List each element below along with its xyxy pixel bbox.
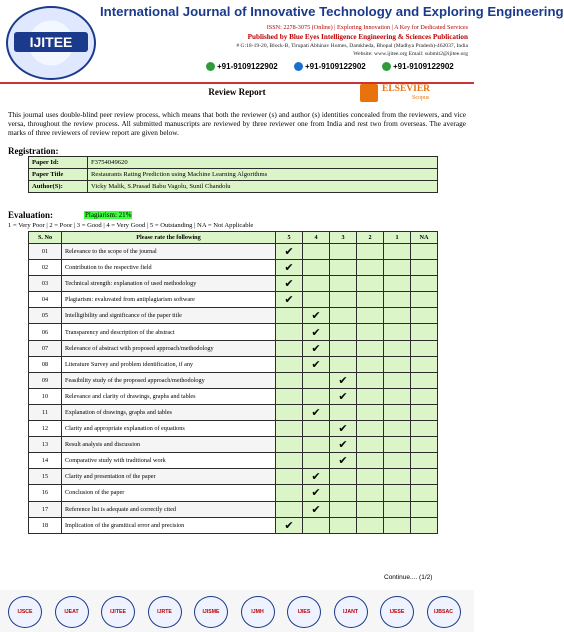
footer-journal-logo[interactable]: IJITEE bbox=[101, 596, 135, 628]
row-number: 10 bbox=[29, 388, 62, 404]
rating-cell-3 bbox=[330, 485, 357, 501]
logo-text: IJITEE bbox=[29, 34, 73, 50]
row-number: 17 bbox=[29, 501, 62, 517]
rating-cell-3 bbox=[330, 437, 357, 453]
journal-logo bbox=[6, 6, 96, 80]
row-number: 15 bbox=[29, 469, 62, 485]
check-mark-icon: ✔ bbox=[311, 310, 321, 323]
check-mark-icon: ✔ bbox=[311, 326, 321, 339]
rating-cell-2 bbox=[357, 388, 384, 404]
check-mark-icon: ✔ bbox=[284, 519, 294, 532]
row-number: 11 bbox=[29, 404, 62, 420]
row-number: 04 bbox=[29, 292, 62, 308]
rating-cell-1 bbox=[384, 453, 411, 469]
website-line: Website: www.ijitee.org Email: submit2@ijitee.org bbox=[353, 51, 468, 57]
rating-cell-4 bbox=[303, 276, 330, 292]
rating-cell-5 bbox=[276, 244, 303, 260]
authors-value: Vicky Malik, S.Prasad Babu Vagolu, Sunil Chandolu bbox=[88, 181, 438, 193]
rating-cell-1 bbox=[384, 372, 411, 388]
row-number: 18 bbox=[29, 517, 62, 533]
rating-cell-4 bbox=[303, 292, 330, 308]
rating-cell-3 bbox=[330, 324, 357, 340]
rating-cell-1 bbox=[384, 517, 411, 533]
check-mark-icon: ✔ bbox=[284, 278, 294, 291]
rating-cell-4 bbox=[303, 340, 330, 356]
rating-cell-4 bbox=[303, 404, 330, 420]
rating-cell-na bbox=[411, 292, 438, 308]
phone-icon bbox=[382, 62, 391, 71]
col-2: 2 bbox=[357, 232, 384, 244]
rating-cell-2 bbox=[357, 292, 384, 308]
table-row bbox=[29, 485, 438, 501]
criterion-text: Relevance of abstract with proposed approach/methodology bbox=[62, 340, 276, 356]
criterion-text: Result analysis and discussion bbox=[62, 437, 276, 453]
table-row bbox=[29, 244, 438, 260]
evaluation-body bbox=[29, 244, 438, 534]
check-mark-icon: ✔ bbox=[338, 390, 348, 403]
table-row bbox=[29, 453, 438, 469]
table-row bbox=[29, 169, 438, 181]
elsevier-logo: ELSEVIER bbox=[382, 84, 431, 94]
rating-cell-3 bbox=[330, 292, 357, 308]
rating-cell-3 bbox=[330, 260, 357, 276]
sms-icon bbox=[294, 62, 303, 71]
col-4: 4 bbox=[303, 232, 330, 244]
rating-cell-4 bbox=[303, 485, 330, 501]
rating-cell-4 bbox=[303, 324, 330, 340]
col-1: 1 bbox=[384, 232, 411, 244]
elsevier-tree-icon bbox=[360, 84, 378, 102]
rating-cell-2 bbox=[357, 501, 384, 517]
col-5: 5 bbox=[276, 232, 303, 244]
rating-cell-5 bbox=[276, 421, 303, 437]
footer-journal-logo[interactable]: IJBSAC bbox=[427, 596, 461, 628]
row-number: 05 bbox=[29, 308, 62, 324]
rating-cell-na bbox=[411, 421, 438, 437]
rating-cell-3 bbox=[330, 421, 357, 437]
rating-cell-2 bbox=[357, 485, 384, 501]
table-row bbox=[29, 437, 438, 453]
criterion-text: Relevance and clarity of drawings, graphs and tables bbox=[62, 388, 276, 404]
criterion-text: Literature Survey and problem identification, if any bbox=[62, 356, 276, 372]
phone-number: +91-9109122902 bbox=[393, 62, 454, 71]
table-row bbox=[29, 372, 438, 388]
criterion-text: Intelligibility and significance of the paper title bbox=[62, 308, 276, 324]
rating-cell-4 bbox=[303, 469, 330, 485]
table-row bbox=[29, 421, 438, 437]
rating-cell-5 bbox=[276, 437, 303, 453]
table-row bbox=[29, 517, 438, 533]
check-mark-icon: ✔ bbox=[311, 471, 321, 484]
criterion-text: Reference list is adequate and correctly cited bbox=[62, 501, 276, 517]
check-mark-icon: ✔ bbox=[284, 246, 294, 259]
rating-cell-na bbox=[411, 308, 438, 324]
rating-cell-3 bbox=[330, 372, 357, 388]
continue-label: Continue.... (1/2) bbox=[384, 574, 433, 581]
rating-cell-na bbox=[411, 485, 438, 501]
row-number: 06 bbox=[29, 324, 62, 340]
whatsapp-icon bbox=[206, 62, 215, 71]
table-row bbox=[29, 276, 438, 292]
rating-cell-5 bbox=[276, 501, 303, 517]
rating-cell-na bbox=[411, 340, 438, 356]
rating-cell-na bbox=[411, 276, 438, 292]
paper-id-value: F3754049620 bbox=[88, 157, 438, 169]
rating-cell-4 bbox=[303, 356, 330, 372]
paper-id-label: Paper Id: bbox=[29, 157, 88, 169]
footer-journal-logo[interactable]: IJIES bbox=[287, 596, 321, 628]
rating-cell-na bbox=[411, 469, 438, 485]
rating-cell-na bbox=[411, 437, 438, 453]
check-mark-icon: ✔ bbox=[311, 342, 321, 355]
rating-cell-2 bbox=[357, 308, 384, 324]
criterion-text: Clarity and appropriate explanation of equations bbox=[62, 421, 276, 437]
issn-line: ISSN: 2278-3075 (Online) | Exploring Innovation | A Key for Dedicated Services bbox=[266, 24, 468, 31]
table-row bbox=[29, 308, 438, 324]
rating-cell-5 bbox=[276, 260, 303, 276]
table-row bbox=[29, 388, 438, 404]
check-mark-icon: ✔ bbox=[338, 439, 348, 452]
rating-cell-3 bbox=[330, 388, 357, 404]
check-mark-icon: ✔ bbox=[338, 455, 348, 468]
rating-cell-3 bbox=[330, 308, 357, 324]
report-title: Review Report bbox=[208, 87, 266, 97]
footer-journal-logo[interactable]: IJSCE bbox=[8, 596, 42, 628]
rating-cell-2 bbox=[357, 437, 384, 453]
rating-cell-na bbox=[411, 356, 438, 372]
rating-cell-4 bbox=[303, 421, 330, 437]
check-mark-icon: ✔ bbox=[311, 406, 321, 419]
rating-cell-5 bbox=[276, 453, 303, 469]
criterion-text: Technical strength: explanation of used methodology bbox=[62, 276, 276, 292]
rating-cell-na bbox=[411, 244, 438, 260]
rating-cell-na bbox=[411, 388, 438, 404]
rating-cell-4 bbox=[303, 388, 330, 404]
check-mark-icon: ✔ bbox=[311, 487, 321, 500]
table-row bbox=[29, 469, 438, 485]
col-na: NA bbox=[411, 232, 438, 244]
rating-cell-1 bbox=[384, 308, 411, 324]
rating-cell-4 bbox=[303, 437, 330, 453]
rating-cell-1 bbox=[384, 340, 411, 356]
rating-cell-1 bbox=[384, 276, 411, 292]
col-criterion: Please rate the following bbox=[62, 232, 276, 244]
call-phone[interactable] bbox=[382, 62, 454, 71]
rating-cell-4 bbox=[303, 517, 330, 533]
rating-cell-1 bbox=[384, 485, 411, 501]
criterion-text: Comparative study with traditional work bbox=[62, 453, 276, 469]
authors-label: Author(S): bbox=[29, 181, 88, 193]
rating-cell-5 bbox=[276, 324, 303, 340]
table-row bbox=[29, 181, 438, 193]
rating-cell-4 bbox=[303, 501, 330, 517]
rating-cell-na bbox=[411, 501, 438, 517]
phone-number: +91-9109122902 bbox=[305, 62, 366, 71]
evaluation-heading: Evaluation: bbox=[8, 210, 54, 220]
rating-cell-3 bbox=[330, 244, 357, 260]
rating-cell-1 bbox=[384, 421, 411, 437]
rating-cell-2 bbox=[357, 356, 384, 372]
rating-cell-na bbox=[411, 372, 438, 388]
table-row bbox=[29, 324, 438, 340]
rating-cell-1 bbox=[384, 324, 411, 340]
footer-journal-logo[interactable]: IJRTE bbox=[148, 596, 182, 628]
rating-cell-5 bbox=[276, 356, 303, 372]
row-number: 14 bbox=[29, 453, 62, 469]
rating-cell-2 bbox=[357, 340, 384, 356]
table-row bbox=[29, 157, 438, 169]
rating-cell-5 bbox=[276, 340, 303, 356]
rating-cell-2 bbox=[357, 453, 384, 469]
row-number: 09 bbox=[29, 372, 62, 388]
rating-cell-3 bbox=[330, 356, 357, 372]
rating-cell-1 bbox=[384, 260, 411, 276]
rating-cell-4 bbox=[303, 244, 330, 260]
footer-journal-logo[interactable]: IJANT bbox=[334, 596, 368, 628]
row-number: 12 bbox=[29, 421, 62, 437]
rating-cell-5 bbox=[276, 485, 303, 501]
rating-cell-4 bbox=[303, 453, 330, 469]
journal-title: International Journal of Innovative Technology and Exploring Engineering bbox=[100, 4, 564, 19]
row-number: 07 bbox=[29, 340, 62, 356]
registration-heading: Registration: bbox=[8, 146, 59, 156]
table-row bbox=[29, 292, 438, 308]
rating-cell-3 bbox=[330, 276, 357, 292]
rating-cell-2 bbox=[357, 517, 384, 533]
rating-cell-5 bbox=[276, 517, 303, 533]
rating-cell-2 bbox=[357, 276, 384, 292]
paper-title-label: Paper Title bbox=[29, 169, 88, 181]
criterion-text: Plagiarism: evaluvated from antiplagiarism software bbox=[62, 292, 276, 308]
row-number: 13 bbox=[29, 437, 62, 453]
row-number: 08 bbox=[29, 356, 62, 372]
rating-cell-4 bbox=[303, 260, 330, 276]
criterion-text: Feasibility study of the proposed approach/methodology bbox=[62, 372, 276, 388]
rating-cell-3 bbox=[330, 501, 357, 517]
footer-journal-logo[interactable]: IJISME bbox=[194, 596, 228, 628]
criterion-text: Transparency and description of the abstract bbox=[62, 324, 276, 340]
rating-cell-5 bbox=[276, 308, 303, 324]
footer-journal-logo[interactable]: IJEAT bbox=[55, 596, 89, 628]
rating-cell-1 bbox=[384, 388, 411, 404]
rating-cell-5 bbox=[276, 292, 303, 308]
rating-cell-5 bbox=[276, 276, 303, 292]
table-row bbox=[29, 340, 438, 356]
phone-number: +91-9109122902 bbox=[217, 62, 278, 71]
col-3: 3 bbox=[330, 232, 357, 244]
rating-cell-5 bbox=[276, 388, 303, 404]
whatsapp-phone[interactable] bbox=[206, 62, 278, 71]
rating-cell-3 bbox=[330, 404, 357, 420]
rating-cell-5 bbox=[276, 404, 303, 420]
table-row bbox=[29, 260, 438, 276]
check-mark-icon: ✔ bbox=[284, 294, 294, 307]
criterion-text: Conclusion of the paper bbox=[62, 485, 276, 501]
rating-cell-3 bbox=[330, 469, 357, 485]
rating-cell-1 bbox=[384, 244, 411, 260]
row-number: 16 bbox=[29, 485, 62, 501]
evaluation-table bbox=[28, 231, 438, 534]
rating-cell-na bbox=[411, 324, 438, 340]
rating-cell-na bbox=[411, 517, 438, 533]
footer-journal-logo[interactable]: IJMH bbox=[241, 596, 275, 628]
rating-cell-2 bbox=[357, 421, 384, 437]
footer-journal-logo[interactable]: IJESE bbox=[380, 596, 414, 628]
table-row bbox=[29, 501, 438, 517]
address-line: # G:18-19-20, Block-B, Tirupati Abhinav Homes, Damkheda, Bhopal (Madhya Pradesh)-462037, India bbox=[236, 43, 468, 49]
criterion-text: Clarity and presentation of the paper bbox=[62, 469, 276, 485]
publisher-line: Published by Blue Eyes Intelligence Engineering & Sciences Publication bbox=[247, 33, 468, 41]
row-number: 03 bbox=[29, 276, 62, 292]
rating-cell-na bbox=[411, 260, 438, 276]
rating-cell-na bbox=[411, 453, 438, 469]
rating-cell-1 bbox=[384, 356, 411, 372]
rating-cell-4 bbox=[303, 308, 330, 324]
scopus-label: Scopus bbox=[412, 95, 430, 101]
registration-table bbox=[28, 156, 438, 193]
table-header-row bbox=[29, 232, 438, 244]
rating-cell-2 bbox=[357, 260, 384, 276]
rating-scale: 1 = Very Poor | 2 = Poor | 3 = Good | 4 = Very Good | 5 = Outstanding | NA = Not Applicable bbox=[8, 222, 254, 229]
criterion-text: Implication of the gramitical error and precision bbox=[62, 517, 276, 533]
rating-cell-3 bbox=[330, 453, 357, 469]
rating-cell-2 bbox=[357, 372, 384, 388]
rating-cell-5 bbox=[276, 469, 303, 485]
criterion-text: Explanation of drawings, graphs and tables bbox=[62, 404, 276, 420]
rating-cell-3 bbox=[330, 340, 357, 356]
rating-cell-1 bbox=[384, 501, 411, 517]
check-mark-icon: ✔ bbox=[338, 374, 348, 387]
rating-cell-1 bbox=[384, 292, 411, 308]
rating-cell-na bbox=[411, 404, 438, 420]
row-number: 01 bbox=[29, 244, 62, 260]
table-row bbox=[29, 356, 438, 372]
check-mark-icon: ✔ bbox=[311, 358, 321, 371]
plagiarism-badge: Plagiarism: 21% bbox=[85, 211, 132, 219]
paper-title-value: Restaurants Rating Prediction using Machine Learning Algorithms bbox=[88, 169, 438, 181]
rating-cell-4 bbox=[303, 372, 330, 388]
rating-cell-2 bbox=[357, 244, 384, 260]
criterion-text: Relevance to the scope of the journal bbox=[62, 244, 276, 260]
rating-cell-1 bbox=[384, 404, 411, 420]
col-sno: S. No bbox=[29, 232, 62, 244]
check-mark-icon: ✔ bbox=[311, 503, 321, 516]
rating-cell-1 bbox=[384, 469, 411, 485]
criterion-text: Contribution to the respective field bbox=[62, 260, 276, 276]
check-mark-icon: ✔ bbox=[284, 262, 294, 275]
rating-cell-2 bbox=[357, 469, 384, 485]
rating-cell-2 bbox=[357, 324, 384, 340]
rating-cell-5 bbox=[276, 372, 303, 388]
rating-cell-3 bbox=[330, 517, 357, 533]
row-number: 02 bbox=[29, 260, 62, 276]
check-mark-icon: ✔ bbox=[338, 423, 348, 436]
sms-phone[interactable] bbox=[294, 62, 366, 71]
table-row bbox=[29, 404, 438, 420]
rating-cell-2 bbox=[357, 404, 384, 420]
intro-paragraph: This journal uses double-blind peer review process, which means that both the reviewer (s) and author (s) identities concealed from the reviewers, and vice versa, throughout the review process. All submitted manuscripts are reviewed by three reviewer one from India and rest two from overseas. The average marks of three reviewers of review report are given below. bbox=[8, 110, 466, 138]
rating-cell-1 bbox=[384, 437, 411, 453]
